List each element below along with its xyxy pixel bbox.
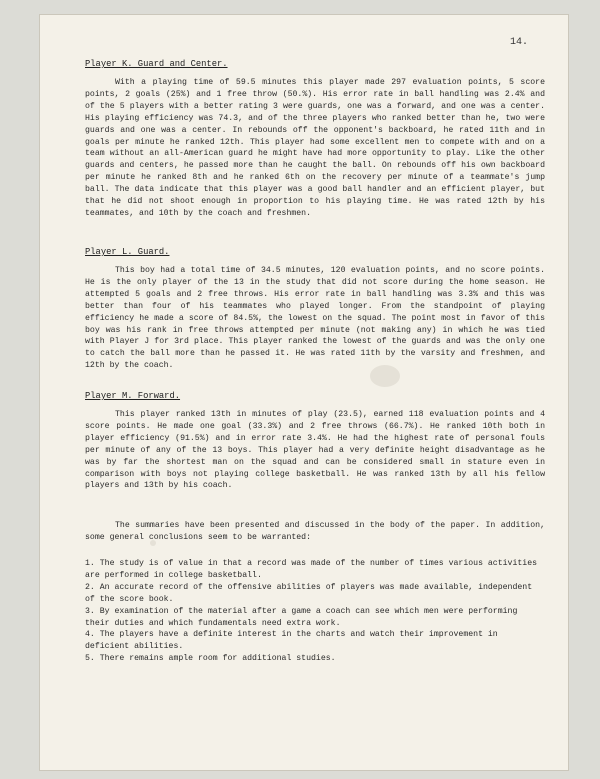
document-page — [40, 15, 568, 770]
paragraph-player-l-text: This boy had a total time of 34.5 minutes, 120 evaluation points, and no score points. He is the only player of the 13 in the study that did not score during the home season. He attempted 5 goals and 2 free throws. His error rate in ball handling was 3.3% and this was better than four of his teammates who played longer. From the standpoint of playing efficiency he made a score of 84.5%, the lowest on the squad. The point most in favor of this boy was his rank in free throws attempted per minute (not making any) in which he was tied with Player J for 3rd place. This player ranked the lowest of the guards and was the only one to catch the ball more than he passed it. He was rated 11th by the varsity and freshmen, and 12th by the coach. — [85, 266, 545, 371]
paragraph-player-k — [85, 77, 545, 220]
conclusion-item: 2. An accurate record of the offensive abilities of players was made available, independent of the score book. — [85, 582, 533, 604]
conclusions-list — [85, 558, 545, 665]
paragraph-player-l — [85, 265, 545, 372]
conclusion-item: 1. The study is of value in that a record was made of the number of times various activities are performed in college basketball. — [85, 559, 538, 580]
paragraph-player-k-text: With a playing time of 59.5 minutes this player made 297 evaluation points, 5 score points, 2 goals (25%) and 1 free throw (50.%). His error rate in ball handling was 2.4% and of the 5 players with a better rating 3 were guards, one was a forward, and one was a center. His playing efficiency was 74.3, and of the three players who ranked better than he, two were guards and one was a center. In rebounds off the opponent's backboard, he rated 11th and in goals per minute he ranked 12th. This player had some excellent men to compete with and on a team without an all-American guard he might have had more opportunity to play. Like the other guards and centers, he passed more than he caught the ball. On rebounds off his own backboard per minute he ranked 8th and he ranked 6th on the recovery per minute of a teammate's jump ball. The data indicate that this player was a good ball handler and an efficient player, but that he did not shoot enough in proportion to his playing time. He was rated 12th by his teammates, and 10th by the coach and freshmen. — [85, 78, 545, 218]
paragraph-player-m — [85, 409, 545, 492]
heading-player-k: Player K. Guard and Center. — [85, 59, 228, 69]
heading-player-m: Player M. Forward. — [85, 391, 181, 401]
page-number: 14. — [509, 37, 528, 48]
conclusion-item: 5. There remains ample room for additional studies. — [85, 654, 336, 664]
conclusion-item: 3. By examination of the material after a game a coach can see which men were performing their duties and which fundamentals need extra work. — [85, 606, 518, 628]
paragraph-player-m-text: This player ranked 13th in minutes of play (23.5), earned 118 evaluation points and 4 score points. He made one goal (33.3%) and 2 free throws (66.7%). He ranked 10th both in player efficiency (91.5%) and in error rate 3.4%. He had the highest rate of personal fouls per minute of any of the 13 boys. This player had a very definite height disadvantage as he was by far the shortest man on the squad and can be considered small in stature even in comparison with boys not playing college basketball. He was ranked 13th by all his fellow players and 13th by his coach. — [85, 410, 545, 491]
paper-smudge — [370, 365, 400, 387]
summary-intro-text: The summaries have been presented and discussed in the body of the paper. In addition, some general conclusions seem to be warranted: — [85, 521, 545, 542]
ink-speck — [150, 540, 156, 546]
conclusion-item: 4. The players have a definite interest in the charts and watch their improvement in deficient abilities. — [85, 630, 498, 652]
heading-player-l: Player L. Guard. — [85, 247, 170, 257]
